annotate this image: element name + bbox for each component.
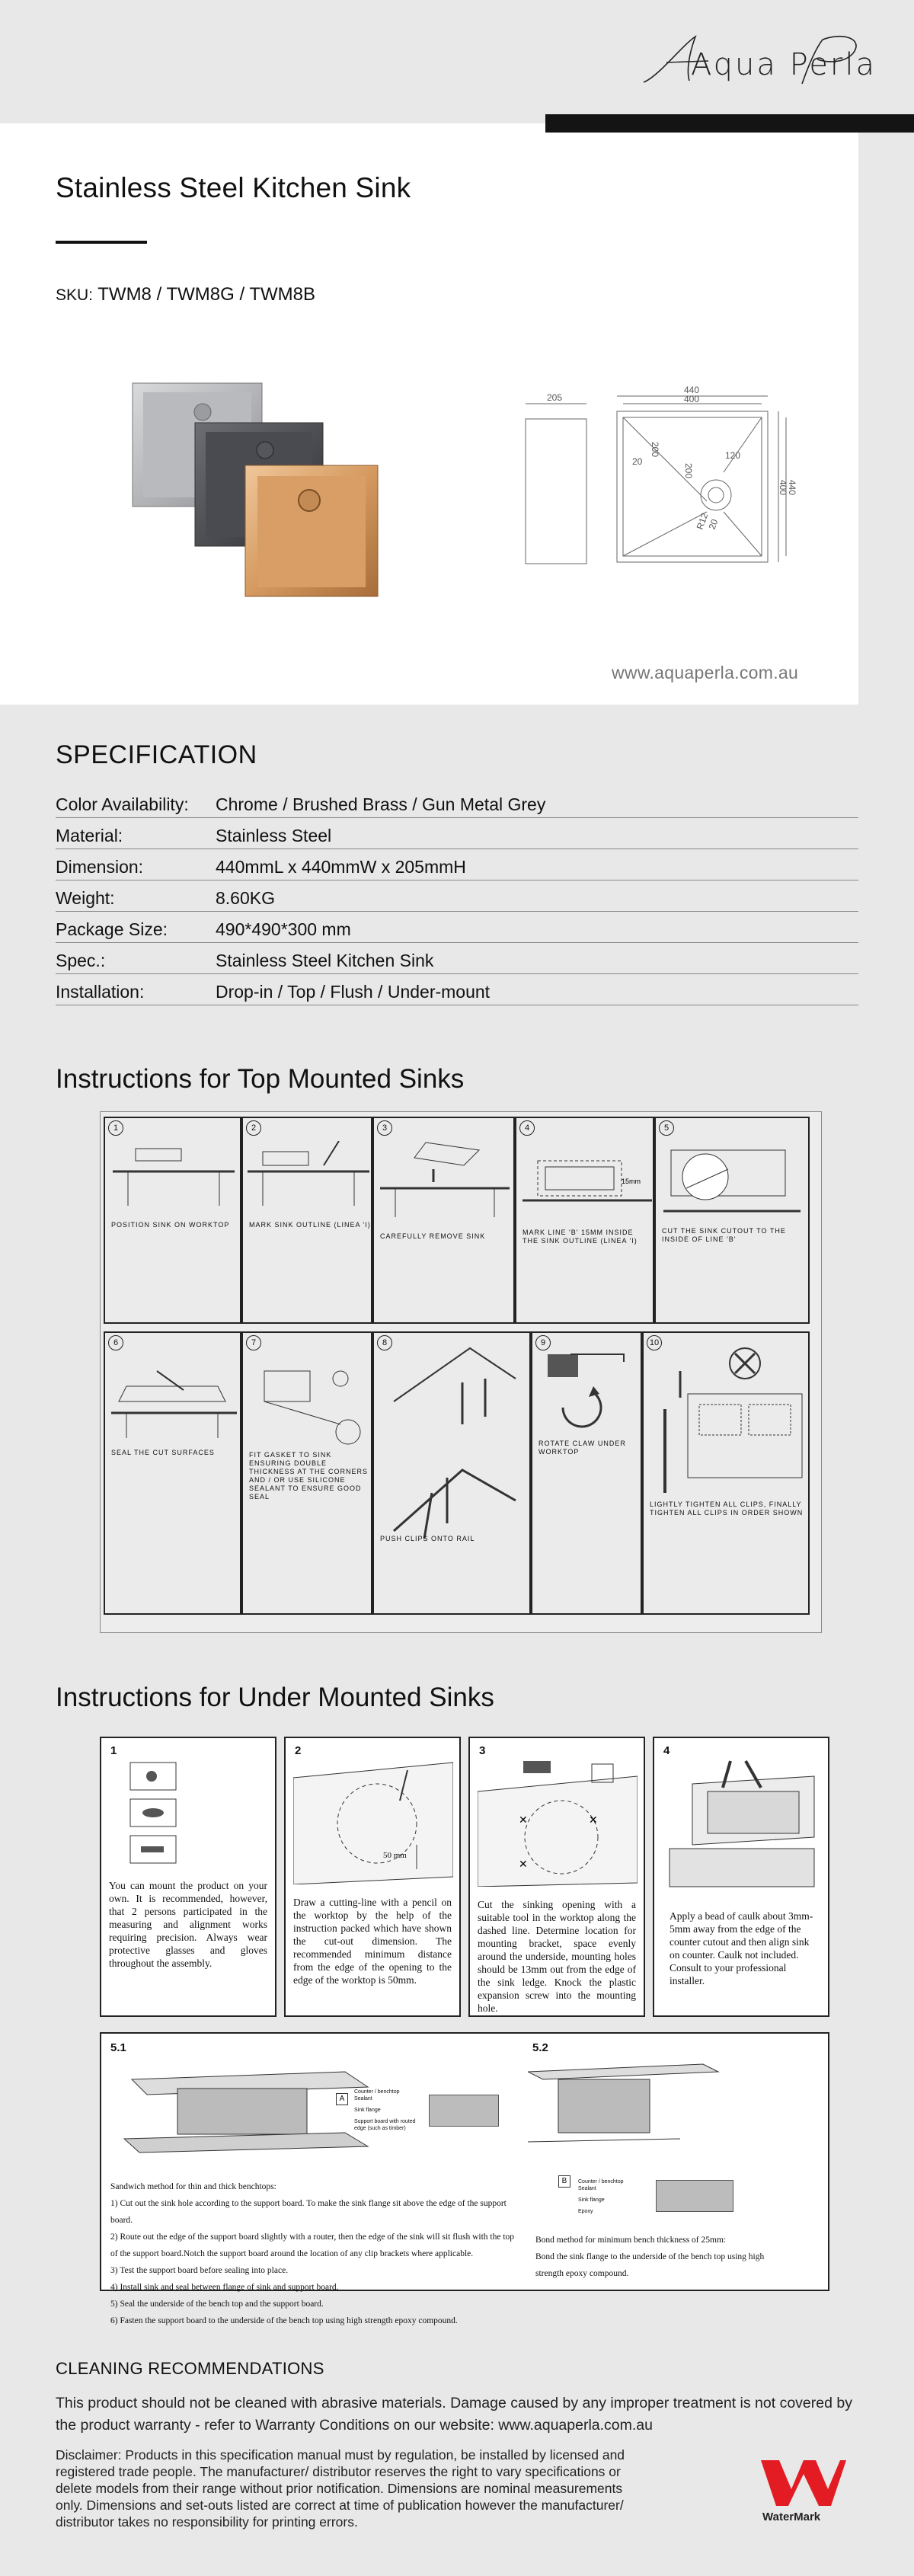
- under-step-card: [653, 1737, 829, 2017]
- step52-text: [535, 2232, 787, 2282]
- step-caption: PUSH CLIPS ONTO RAIL: [380, 1535, 475, 1542]
- under-step-5-card: [100, 2032, 829, 2325]
- step-number: 1: [110, 1744, 117, 1757]
- step-text: Draw a cutting-line with a pencil on the worktop by the help of the instruction packed which have shown the cut-out dimension. The recommended minimum distance from the edge of the opening to the edge of the worktop is 50mm.: [293, 1897, 452, 1986]
- spec-value: Drop-in / Top / Flush / Under-mount: [216, 982, 491, 1002]
- watermark-label: WaterMark: [762, 2510, 821, 2523]
- step-caption: CUT THE SINK CUTOUT TO THE INSIDE OF LINE 'B': [662, 1227, 786, 1243]
- dim-200b: 200: [683, 463, 694, 479]
- spec-label: Weight:: [56, 888, 115, 908]
- under-step-card: [284, 1737, 461, 2017]
- spec-row: [56, 974, 858, 1005]
- spec-value: Stainless Steel Kitchen Sink: [216, 951, 434, 970]
- step-caption: MARK LINE 'B' 15MM INSIDE THE SINK OUTLINE (LINEA 'I): [523, 1229, 638, 1245]
- step-illustration: [650, 1341, 806, 1501]
- dim-depth: 205: [547, 392, 563, 403]
- dim-radius: R12: [694, 511, 711, 532]
- top-step-card: [372, 1117, 515, 1324]
- step-illustration: [379, 1341, 528, 1561]
- spec-row: [56, 881, 858, 912]
- spec-value: 8.60KG: [216, 888, 275, 908]
- svg-text:✕: ✕: [589, 1814, 598, 1827]
- callouts-a: [354, 2089, 423, 2132]
- drill-illustration: [478, 1753, 638, 1887]
- header-bar: [545, 114, 914, 133]
- step-caption: FIT GASKET TO SINK ENSURING DOUBLE THICKNESS AT THE CORNERS AND / OR USE SILICONE SEALANT TO ENSURE GOOD SEAL: [249, 1451, 369, 1501]
- step51-line: 1) Cut out the sink hole according to the support board. To make the sink flange sit above the edge of the support board.: [110, 2199, 507, 2225]
- step-caption: CAREFULLY REMOVE SINK: [380, 1232, 486, 1240]
- step-text: Cut the sinking opening with a suitable tool in the worktop along the dashed line. Determine location for mounting bracket, space evenly around the underside, mounting holes should be 13mm out from the edge of the sink ledge. Knock the plastic expansion screw into the mounting hole.: [478, 1899, 636, 2014]
- step-number: 5: [659, 1120, 674, 1136]
- step-number: 3: [377, 1120, 392, 1136]
- step51-text: [110, 2178, 522, 2329]
- spec-label: Installation:: [56, 982, 145, 1002]
- step-number: 2: [246, 1120, 261, 1136]
- callout-text: Counter / benchtop: [578, 2179, 624, 2184]
- step-illustration: [380, 1135, 510, 1219]
- spec-label: Spec.:: [56, 951, 106, 970]
- step51-line: Sandwich method for thin and thick benchtops:: [110, 2182, 276, 2191]
- top-step-card: [104, 1331, 241, 1615]
- callout-text: Sealant: [578, 2186, 596, 2191]
- disclaimer-text: Disclaimer: Products in this specification manual must by regulation, be installed by licensed and registered trade people. The manufacturer/ distributor reserves the right to vary specifications or delete models from their range without prior notification. Dimensions are nominal measurements only. Dimensions and set-outs listed are correct at time of publication however the manufacturer/ distributor takes no responsibility for printing errors.: [56, 2447, 625, 2530]
- distance-label: 50 mm: [383, 1851, 407, 1860]
- dim-width-inner: 400: [684, 394, 700, 404]
- spec-label: Package Size:: [56, 919, 168, 939]
- step-illustration: [249, 1356, 371, 1447]
- top-step-card: [372, 1331, 531, 1615]
- spec-row: [56, 787, 858, 818]
- dim-width-outer: 440: [684, 385, 700, 395]
- top-step-card: [642, 1331, 810, 1615]
- sku-value: TWM8 / TWM8G / TWM8B: [97, 284, 316, 305]
- spec-row: [56, 818, 858, 849]
- svg-text:✕: ✕: [519, 1858, 528, 1871]
- step-number: 9: [535, 1335, 551, 1350]
- spec-value: Stainless Steel: [216, 826, 332, 845]
- callout-text: Support board with routed edge (such as timber): [354, 2119, 416, 2131]
- top-step-card: [531, 1331, 642, 1615]
- callout-a: A: [336, 2093, 348, 2105]
- spec-heading: SPECIFICATION: [56, 740, 257, 769]
- spec-row: [56, 849, 858, 881]
- step-number: 5.2: [532, 2041, 548, 2054]
- step-illustration: [523, 1138, 652, 1222]
- tools-illustration: [124, 1755, 185, 1869]
- top-step-card: [654, 1117, 810, 1324]
- step-number: 7: [246, 1335, 261, 1350]
- mark-15mm: 15mm: [622, 1178, 641, 1185]
- top-step-card: [104, 1117, 241, 1324]
- under-mounted-heading: Instructions for Under Mounted Sinks: [56, 1683, 494, 1712]
- callout-text: Epoxy: [578, 2209, 593, 2214]
- step-illustration: [111, 1356, 237, 1440]
- spec-value: 440mmL x 440mmW x 205mmH: [216, 857, 466, 877]
- spec-label: Color Availability:: [56, 794, 189, 814]
- step-caption: MARK SINK OUTLINE (LINEA 'I): [249, 1221, 371, 1229]
- title-divider: [56, 241, 147, 244]
- logo-text: Aqua Perla: [691, 47, 877, 82]
- step-text: Apply a bead of caulk about 3mm-5mm away from the edge of the counter cutout and then align sink on counter. Caulk not included. Consult to your professional installer.: [670, 1910, 813, 1986]
- callout-text: Counter / benchtop: [354, 2089, 400, 2095]
- technical-drawing: [503, 381, 830, 579]
- sku-line: [56, 284, 315, 305]
- watermark-icon: [758, 2457, 849, 2510]
- detail-b-illustration: [656, 2180, 733, 2212]
- product-photo: [129, 377, 388, 606]
- spec-value: 490*490*300 mm: [216, 919, 351, 939]
- step-illustration: [540, 1347, 636, 1438]
- callout-text: Sink flange: [354, 2108, 381, 2113]
- step-number: 10: [647, 1335, 662, 1350]
- top-mounted-heading: Instructions for Top Mounted Sinks: [56, 1064, 465, 1094]
- svg-text:✕: ✕: [519, 1814, 528, 1827]
- spec-row: [56, 912, 858, 943]
- step-number: 4: [519, 1120, 535, 1136]
- under-step-card: [100, 1737, 276, 2017]
- callout-text: Sealant: [354, 2096, 372, 2101]
- step-illustration: [113, 1141, 235, 1210]
- step-number: 5.1: [110, 2041, 126, 2054]
- dim-height-outer: 440: [787, 480, 797, 496]
- spec-label: Dimension:: [56, 857, 144, 877]
- step-number: 2: [295, 1744, 302, 1757]
- step-number: 1: [108, 1120, 123, 1136]
- spec-row: [56, 943, 858, 974]
- step52-line: Bond the sink flange to the underside of the bench top using high strength epoxy compound.: [535, 2252, 765, 2278]
- detail-a-illustration: [429, 2095, 499, 2127]
- dim-radius-2: 20: [706, 517, 721, 532]
- website-url[interactable]: www.aquaperla.com.au: [612, 663, 799, 682]
- bond-illustration: [528, 2057, 726, 2156]
- step-caption: POSITION SINK ON WORKTOP: [111, 1221, 230, 1229]
- product-title: Stainless Steel Kitchen Sink: [56, 172, 411, 203]
- dim-120: 120: [725, 450, 741, 461]
- top-step-card: [241, 1331, 372, 1615]
- step-illustration: [663, 1135, 801, 1226]
- dim-200a: 200: [650, 442, 660, 458]
- step-number: 8: [377, 1335, 392, 1350]
- step-number: 3: [479, 1744, 486, 1757]
- spec-value: Chrome / Brushed Brass / Gun Metal Grey: [216, 794, 546, 814]
- cutline-illustration: [293, 1755, 453, 1884]
- brand-logo: [636, 30, 903, 91]
- step-caption: SEAL THE CUT SURFACES: [111, 1449, 215, 1456]
- step51-line: 6) Fasten the support board to the underside of the bench top using high strength epoxy compound.: [110, 2316, 458, 2325]
- step52-line: Bond method for minimum bench thickness of 25mm:: [535, 2236, 727, 2245]
- step51-line: 3) Test the support board before sealing into place.: [110, 2266, 289, 2275]
- step-illustration: [248, 1141, 369, 1210]
- step-number: 4: [663, 1744, 670, 1757]
- callouts-b: [578, 2178, 647, 2215]
- dim-20: 20: [632, 456, 643, 467]
- top-step-card: [241, 1117, 372, 1324]
- top-step-card: [515, 1117, 654, 1324]
- callout-b: B: [558, 2175, 570, 2188]
- watermark-logo: [758, 2457, 849, 2533]
- spec-label: Material:: [56, 826, 123, 845]
- step-text: You can mount the product on your own. It is recommended, however, that 2 persons participated in the measuring and alignment works requiring precision. Always wear protective glasses and gloves throughout the assembly.: [109, 1880, 267, 1969]
- cleaning-heading: CLEANING RECOMMENDATIONS: [56, 2359, 324, 2378]
- step51-line: 4) Install sink and seal between flange of sink and support board.: [110, 2283, 339, 2292]
- step-number: 6: [108, 1335, 123, 1350]
- sku-label: SKU:: [56, 286, 94, 304]
- step51-line: 5) Seal the underside of the bench top and the support board.: [110, 2300, 324, 2309]
- step-caption: LIGHTLY TIGHTEN ALL CLIPS, FINALLY TIGHTEN ALL CLIPS IN ORDER SHOWN: [650, 1501, 804, 1517]
- dim-height-inner: 400: [778, 480, 788, 496]
- callout-text: Sink flange: [578, 2197, 605, 2203]
- caulk-illustration: [662, 1753, 822, 1890]
- step51-line: 2) Route out the edge of the support board slightly with a router, then the edge of the sink will sit flush with the top of the support board.Notch the support board around the location of any clip brackets where applicable.: [110, 2232, 515, 2258]
- step-caption: ROTATE CLAW UNDER WORKTOP: [538, 1440, 626, 1456]
- cleaning-text: This product should not be cleaned with abrasive materials. Damage caused by any improper treatment is not covered by the product warranty - refer to Warranty Conditions on our website: www.aquaperla.com.au: [56, 2395, 852, 2434]
- under-step-card: [468, 1737, 645, 2017]
